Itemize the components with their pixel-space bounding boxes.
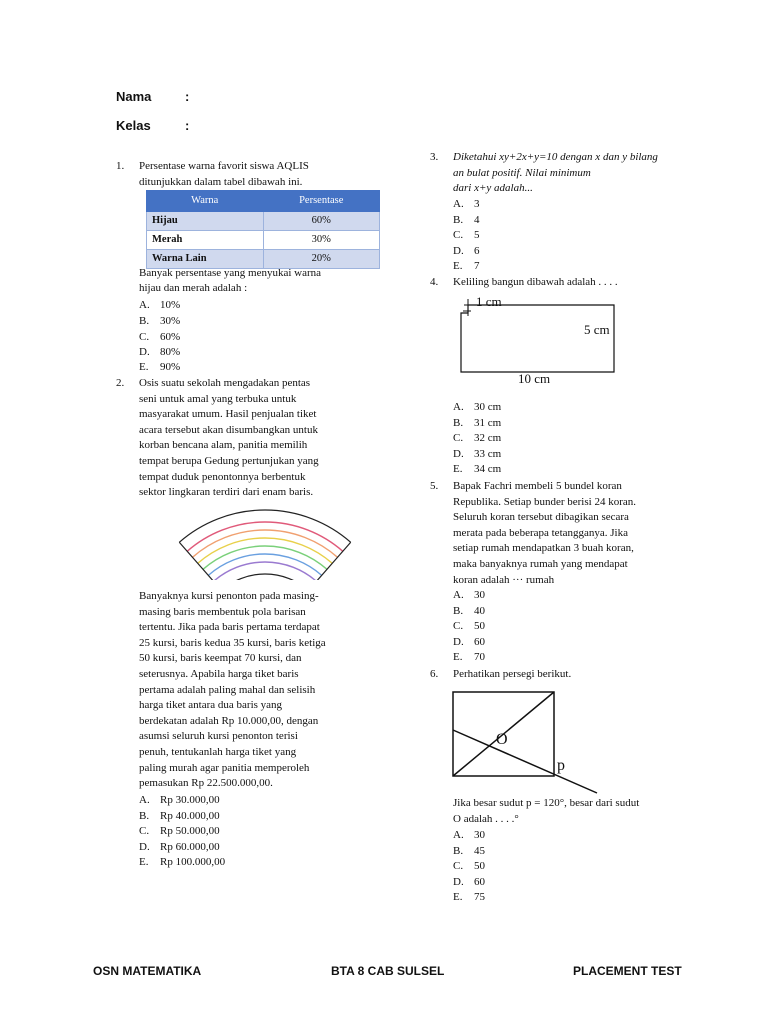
table-header-warna: Warna — [147, 191, 264, 212]
question-text-line: masing baris membentuk pola barisan — [139, 605, 306, 618]
answer-option: E. Rp 100.000,00 — [139, 856, 226, 868]
question-text-line: tempat duduk penontonnya berbentuk — [139, 470, 306, 483]
footer-left: OSN MATEMATIKA — [93, 964, 202, 978]
answer-option: D. 80% — [139, 346, 181, 358]
answer-option: E. 75 — [453, 891, 485, 903]
question-text-line: paling murah agar panitia memperoleh — [139, 761, 310, 774]
question-text-line: Persentase warna favorit siswa AQLIS — [139, 160, 309, 172]
table-row — [147, 231, 380, 250]
question-text-line: sektor lingkaran terdiri dari enam baris. — [139, 486, 314, 499]
question-text-line: O adalah . . . .° — [453, 813, 519, 825]
question-text-line: hijau dan merah adalah : — [139, 282, 248, 294]
question-text-line: acara tersebut akan disumbangkan untuk — [139, 423, 318, 436]
question-text-line: Keliling bangun dibawah adalah . . . . — [453, 276, 618, 288]
answer-option: A. 30 — [453, 829, 485, 841]
answer-option: A. 10% — [139, 299, 181, 311]
question-text-line: Jika besar sudut p = 120°, besar dari sudut — [453, 797, 640, 809]
question-text-line: harga tiket antara dua baris yang — [139, 699, 283, 712]
answer-option: E. 70 — [453, 651, 485, 663]
seat-row-arc — [187, 522, 343, 551]
answer-option: C. 32 cm — [453, 432, 502, 444]
footer-center: BTA 8 CAB SULSEL — [331, 964, 445, 978]
kelas-colon: : — [185, 118, 190, 133]
question-text-line: 50 kursi, baris keempat 70 kursi, dan — [139, 652, 302, 665]
answer-option: D. 60 — [453, 636, 485, 648]
question-text-line: Seluruh koran tersebut dibagikan secara — [453, 511, 629, 524]
question-text-line: Perhatikan persegi berikut. — [453, 668, 572, 680]
table-cell: 60% — [263, 212, 380, 231]
answer-option: A. 30 cm — [453, 401, 502, 413]
question-text-line: ditunjukkan dalam tabel dibawah ini. — [139, 176, 303, 188]
footer-right: PLACEMENT TEST — [573, 964, 682, 978]
question-text-line: Republika. Setiap bunder berisi 24 koran. — [453, 495, 636, 508]
answer-option: A. Rp 30.000,00 — [139, 794, 220, 806]
question-text-line: Banyak persentase yang menyukai warna — [139, 267, 322, 279]
answer-option: C. 60% — [139, 331, 181, 343]
answer-option: B. Rp 40.000,00 — [139, 810, 220, 822]
table-cell: 30% — [263, 231, 380, 250]
question-text-line: 25 kursi, baris kedua 35 kursi, baris ketiga — [139, 636, 326, 649]
question-text-line: masyarakat umum. Hasil penjualan tiket — [139, 408, 317, 421]
answer-option: E. 7 — [453, 260, 480, 272]
table-header-persentase: Persentase — [263, 191, 380, 212]
answer-option: C. 50 — [453, 620, 485, 632]
question-text-line: tempat berupa Gedung pertunjukan yang — [139, 455, 319, 467]
question-text-line: merata pada beberapa tetangganya. Jika — [453, 526, 628, 539]
label-1cm: 1 cm — [476, 294, 502, 309]
question-number: 5. — [430, 480, 439, 492]
answer-option: A. 3 — [453, 198, 480, 210]
answer-option: C. 5 — [453, 229, 480, 241]
question-number: 6. — [430, 668, 439, 680]
table-cell: 20% — [263, 250, 380, 269]
answer-option: B. 45 — [453, 845, 485, 857]
kelas-label: Kelas — [116, 118, 151, 133]
nama-label: Nama — [116, 89, 152, 104]
sector-inner-arc — [221, 574, 308, 580]
question-text-line: an bulat positif. Nilai minimum — [453, 167, 591, 179]
answer-option: D. 60 — [453, 876, 485, 888]
question-text-line: penuh, tentukanlah harga tiket yang — [139, 746, 297, 758]
answer-option: B. 31 cm — [453, 417, 502, 429]
question-text-line: koran adalah ··· rumah — [453, 573, 555, 586]
square-diagonal-diagram — [445, 685, 605, 795]
question-text-line: pertama adalah paling mahal dan selisih — [139, 683, 316, 696]
answer-option: C. 50 — [453, 860, 485, 872]
label-p: p — [557, 757, 565, 774]
question-text-line: Banyaknya kursi penonton pada masing- — [139, 590, 319, 602]
question-text-line: berdekatan adalah Rp 10.000,00, dengan — [139, 714, 319, 727]
table-cell: Warna Lain — [147, 250, 264, 269]
question-text-line: pemasukan Rp 22.500.000,00. — [139, 777, 273, 790]
color-percentage-table — [146, 190, 380, 269]
question-text-line: setiap rumah mendapatkan 3 buah koran, — [453, 542, 634, 555]
question-text-line: Bapak Fachri membeli 5 bundel koran — [453, 480, 622, 492]
question-text-line: dari x+y adalah... — [453, 182, 533, 194]
answer-option: D. Rp 60.000,00 — [139, 841, 220, 853]
question-text-line: Diketahui xy+2x+y=10 dengan x dan y bilang — [453, 151, 658, 163]
question-number: 3. — [430, 151, 439, 163]
answer-option: C. Rp 50.000,00 — [139, 825, 220, 837]
answer-option: A. 30 — [453, 589, 485, 601]
answer-option: D. 33 cm — [453, 448, 502, 460]
seat-row-arc — [198, 538, 333, 563]
answer-option: E. 90% — [139, 361, 181, 373]
question-text-line: maka banyaknya rumah yang mendapat — [453, 558, 628, 570]
question-text-line: asumsi seluruh kursi penonton terisi — [139, 730, 298, 743]
question-number: 4. — [430, 276, 439, 288]
answer-option: B. 40 — [453, 605, 485, 617]
nama-colon: : — [185, 89, 190, 104]
question-text-line: korban bencana alam, panitia memilih — [139, 439, 308, 452]
table-cell: Merah — [147, 231, 264, 250]
label-10cm: 10 cm — [518, 371, 551, 386]
label-5cm: 5 cm — [584, 322, 610, 337]
question-number: 1. — [116, 160, 125, 172]
table-row — [147, 212, 380, 231]
seating-sector-diagram — [160, 500, 370, 580]
label-o: O — [496, 731, 508, 748]
seat-row-arc — [214, 562, 317, 580]
question-number: 2. — [116, 377, 125, 389]
answer-option: E. 34 cm — [453, 463, 502, 475]
answer-option: B. 30% — [139, 315, 181, 327]
answer-option: B. 4 — [453, 214, 480, 226]
answer-option: D. 6 — [453, 245, 480, 257]
table-cell: Hijau — [147, 212, 264, 231]
question-text-line: tertentu. Jika pada baris pertama terdapat — [139, 621, 320, 634]
question-text-line: seni untuk amal yang terbuka untuk — [139, 392, 297, 405]
question-text-line: seterusnya. Apabila harga tiket baris — [139, 668, 299, 680]
question-text-line: Osis suatu sekolah mengadakan pentas — [139, 377, 311, 389]
